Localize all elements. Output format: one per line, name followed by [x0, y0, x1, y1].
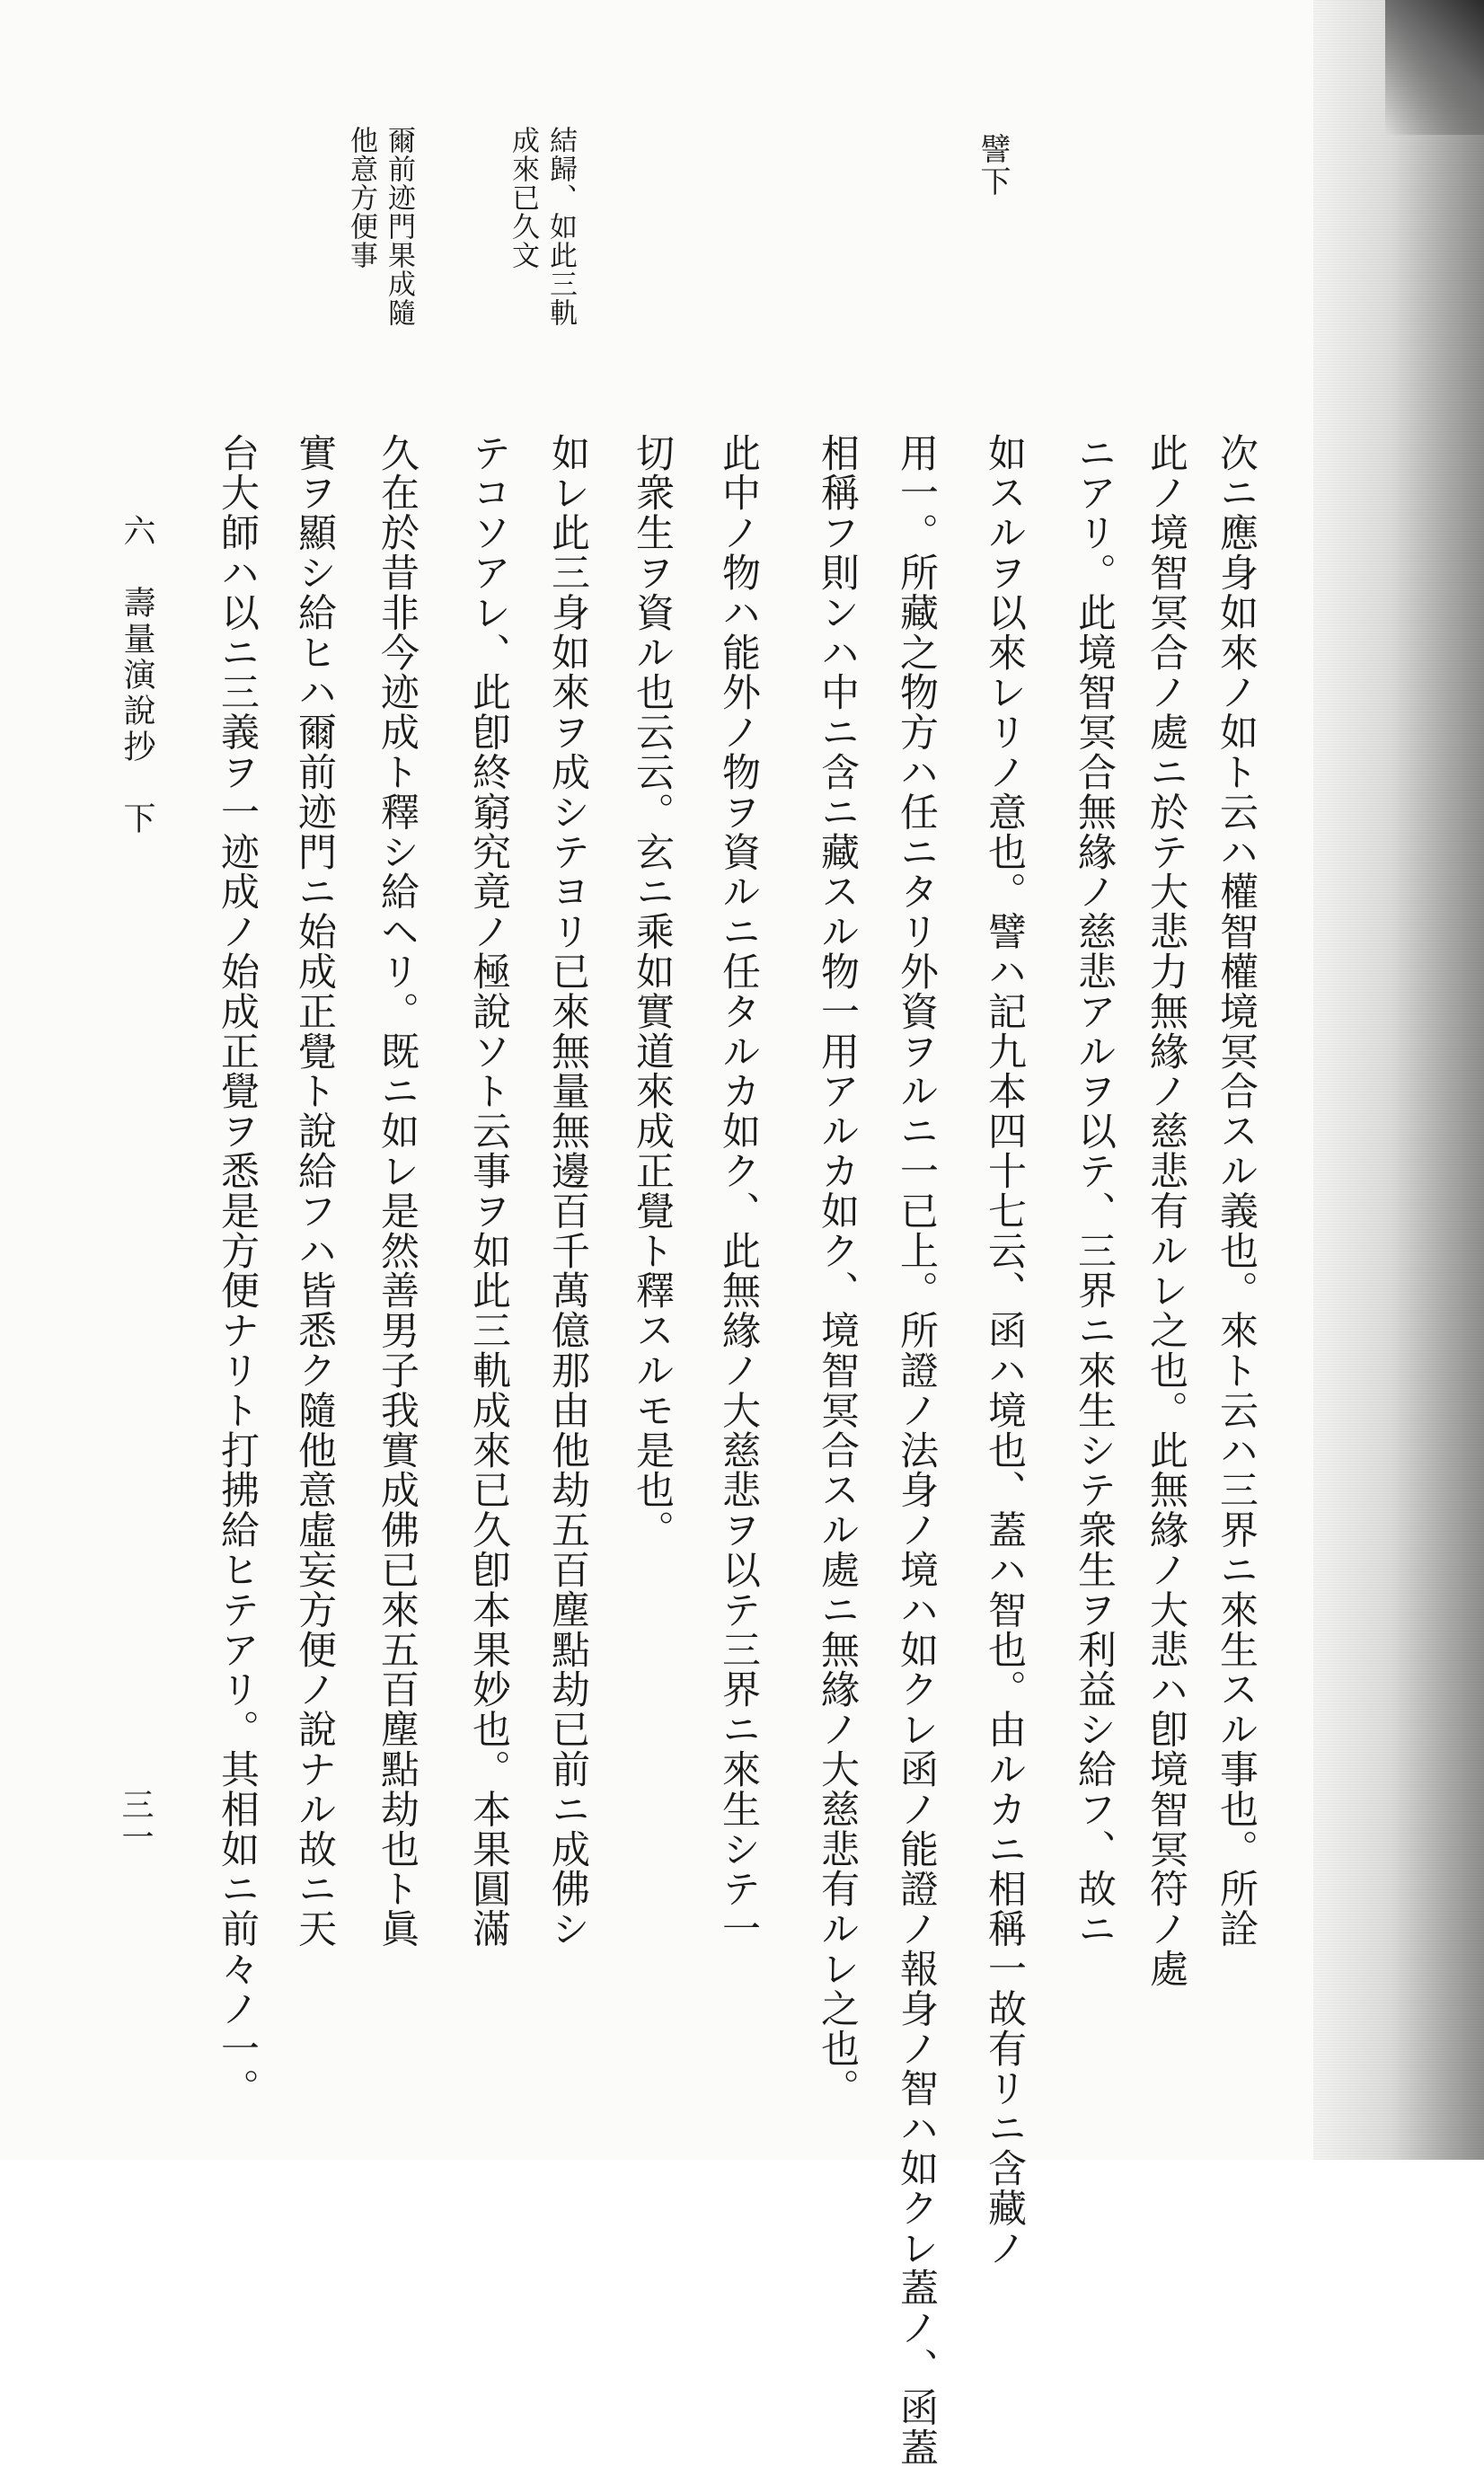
body-line-6: 相稱フ則ンハ中ニ含ニ藏スル物一用アルカ如ク、境智冥合スル處ニ無緣ノ大慈悲有ルレ之也。 — [815, 433, 860, 2109]
body-line-9: 如レ此三身如來ヲ成シテヨリ已來無量無邊百千萬億那由他劫五百塵點劫已前ニ成佛シ — [545, 433, 590, 1950]
body-line-7: 此中ノ物ハ能外ノ物ヲ資ルニ任タルカ如ク、此無緣ノ大慈悲ヲ以テ三界ニ來生シテ一 — [716, 433, 761, 1950]
body-line-3: ニアリ。此境智冥合無緣ノ慈悲アルヲ以テ、三界ニ來生シテ衆生ヲ利益シ給フ、故ニ — [1072, 433, 1117, 1950]
chapter-number: 六 — [119, 514, 155, 550]
margin-note-2-line-1: 爾前迹門果成隨 — [383, 126, 415, 327]
page-number: 三一 — [117, 1788, 154, 1852]
body-line-5: 用一。所藏之物方ハ任ニタリ外資ヲルニ一已上。所證ノ法身ノ境ハ如クレ函ノ能證ノ報身ノ智ハ如クレ蓋ノ、函蓋 — [894, 433, 939, 2467]
body-line-8: 切衆生ヲ資ル也云云。玄ニ乘如實道來成正覺ト釋スルモ是也。 — [630, 433, 675, 1551]
gutter-shadow — [1385, 0, 1484, 135]
body-line-2: 此ノ境智冥合ノ處ニ於テ大悲力無緣ノ慈悲有ルレ之也。此無緣ノ大悲ハ卽境智冥符ノ處 — [1144, 433, 1188, 1989]
book-title: 壽量演說抄 下 — [119, 586, 155, 837]
margin-note-1-line-1: 結歸、如此三軌 — [544, 126, 577, 327]
body-line-1: 次ニ應身如來ノ如ト云ハ權智權境冥合スル義也。來ト云ハ三界ニ來生スル事也。所詮 — [1214, 433, 1259, 1950]
body-line-4: 如スルヲ以來レリノ意也。譬ハ記九本四十七云、函ハ境也、蓋ハ智也。由ルカニ相稱一故有リニ含藏ノ — [982, 433, 1027, 2268]
footer-title — [120, 514, 153, 837]
body-line-12: 實ヲ顯シ給ヒハ爾前迹門ニ始成正覺ト說給フハ皆悉ク隨他意虛妄方便ノ說ナル故ニ天 — [292, 433, 337, 1950]
margin-note-2-line-2: 他意方便事 — [345, 126, 377, 270]
book-gutter — [1313, 0, 1484, 2160]
margin-note-1-line-2: 成來已久文 — [507, 126, 539, 270]
body-line-11: 久在於昔非今迹成ト釋シ給ヘリ。既ニ如レ是然善男子我實成佛已來五百塵點劫也ト眞 — [375, 433, 420, 1950]
running-header: 譬下 — [975, 133, 1011, 198]
footer-spacer — [119, 550, 155, 586]
body-line-10: テコソアレ、此卽終窮究竟ノ極說ソト云事ヲ如此三軌成來已久卽本果妙也。本果圓滿 — [466, 433, 511, 1950]
body-line-13: 台大師ハ以ニ三義ヲ一迹成ノ始成正覺ヲ悉是方便ナリト打拂給ヒテアリ。其相如ニ前々ノ一。 — [215, 433, 260, 2109]
